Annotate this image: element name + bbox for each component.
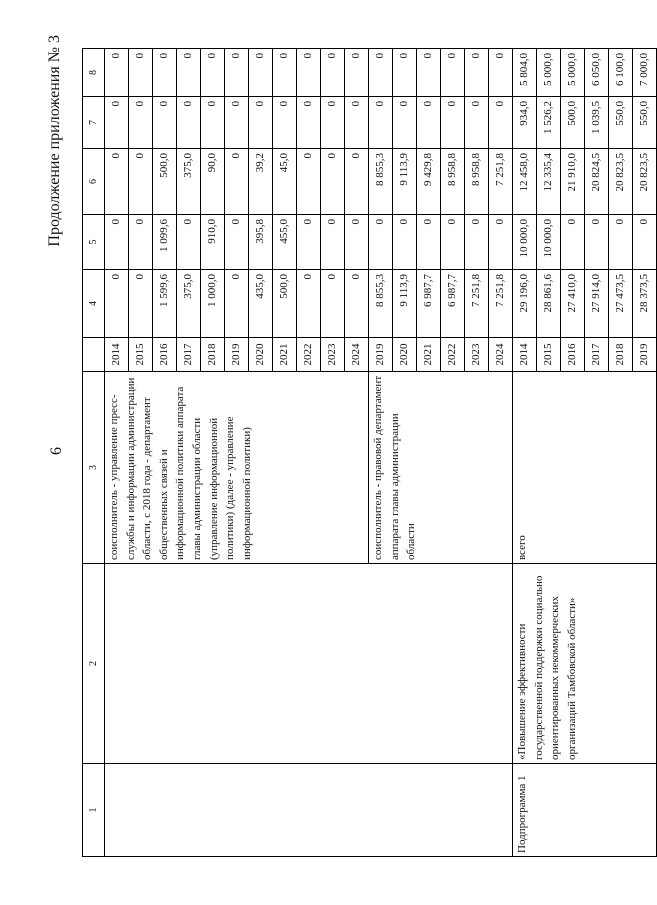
year-cell: 2017 (177, 338, 201, 372)
value-cell: 0 (441, 215, 465, 270)
year-cell: 2020 (249, 338, 273, 372)
value-cell: 0 (441, 49, 465, 97)
value-cell: 39,2 (249, 149, 273, 215)
table-body (83, 49, 657, 857)
value-cell: 1 000,0 (201, 270, 225, 338)
value-cell: 0 (153, 97, 177, 149)
value-cell: 9 113,9 (393, 270, 417, 338)
value-cell: 7 251,8 (489, 270, 513, 338)
value-cell: 375,0 (177, 270, 201, 338)
header-cell-6: 6 (83, 149, 105, 215)
total-label: всего (513, 372, 657, 564)
value-cell: 27 473,5 (609, 270, 633, 338)
value-cell: 27 914,0 (585, 270, 609, 338)
value-cell: 435,0 (249, 270, 273, 338)
header-cell-1: 1 (83, 764, 105, 857)
year-cell: 2015 (129, 338, 153, 372)
value-cell: 0 (225, 270, 249, 338)
year-cell: 2015 (537, 338, 561, 372)
value-cell: 0 (369, 49, 393, 97)
col2-cell-empty (105, 564, 513, 764)
value-cell: 5 804,0 (513, 49, 537, 97)
value-cell: 0 (105, 49, 129, 97)
header-cell-3: 3 (83, 372, 105, 564)
value-cell: 500,0 (153, 149, 177, 215)
value-cell: 0 (321, 97, 345, 149)
value-cell: 0 (489, 49, 513, 97)
value-cell: 8 855,3 (369, 270, 393, 338)
value-cell: 550,0 (633, 97, 657, 149)
year-cell: 2018 (201, 338, 225, 372)
header-cell-8: 8 (83, 49, 105, 97)
value-cell: 6 050,0 (585, 49, 609, 97)
value-cell: 0 (345, 215, 369, 270)
value-cell: 0 (561, 215, 585, 270)
value-cell: 0 (489, 215, 513, 270)
value-cell: 500,0 (273, 270, 297, 338)
table-row (513, 49, 537, 857)
value-cell: 0 (153, 49, 177, 97)
value-cell: 0 (321, 149, 345, 215)
value-cell: 0 (393, 49, 417, 97)
value-cell: 0 (417, 97, 441, 149)
value-cell: 7 000,0 (633, 49, 657, 97)
year-cell: 2019 (633, 338, 657, 372)
year-cell: 2021 (417, 338, 441, 372)
header-cell-year (83, 338, 105, 372)
value-cell: 28 373,5 (633, 270, 657, 338)
value-cell: 0 (345, 97, 369, 149)
value-cell: 455,0 (273, 215, 297, 270)
value-cell: 12 335,4 (537, 149, 561, 215)
value-cell: 1 599,6 (153, 270, 177, 338)
header-cell-7: 7 (83, 97, 105, 149)
value-cell: 0 (177, 97, 201, 149)
value-cell: 0 (201, 49, 225, 97)
value-cell: 10 000,0 (537, 215, 561, 270)
year-cell: 2024 (345, 338, 369, 372)
value-cell: 29 196,0 (513, 270, 537, 338)
value-cell: 0 (465, 215, 489, 270)
value-cell: 0 (465, 97, 489, 149)
co-executor-info-policy: соисполнитель - управление пресс-службы и информации администрации области, с 2018 года - департамент общественных связей и информационной политики аппарата главы администрации области (управление информационной политики) (далее - управление информационной политики) (105, 372, 369, 564)
year-cell: 2014 (105, 338, 129, 372)
value-cell: 0 (225, 97, 249, 149)
value-cell: 0 (105, 149, 129, 215)
value-cell: 27 410,0 (561, 270, 585, 338)
value-cell: 0 (345, 49, 369, 97)
value-cell: 934,0 (513, 97, 537, 149)
value-cell: 0 (177, 215, 201, 270)
year-cell: 2019 (369, 338, 393, 372)
subprogram-label: Подпрограмма 1 (513, 764, 657, 857)
value-cell: 1 526,2 (537, 97, 561, 149)
value-cell: 910,0 (201, 215, 225, 270)
value-cell: 0 (249, 97, 273, 149)
value-cell: 0 (489, 97, 513, 149)
co-executor-legal-dept: соисполнитель - правовой департамент аппарата главы администрации области (369, 372, 513, 564)
value-cell: 0 (177, 49, 201, 97)
budget-table (82, 48, 657, 857)
value-cell: 0 (465, 49, 489, 97)
value-cell: 0 (417, 215, 441, 270)
value-cell: 6 987,7 (441, 270, 465, 338)
year-cell: 2014 (513, 338, 537, 372)
value-cell: 0 (297, 149, 321, 215)
value-cell: 0 (129, 270, 153, 338)
value-cell: 0 (321, 215, 345, 270)
value-cell: 395,8 (249, 215, 273, 270)
value-cell: 7 251,8 (489, 149, 513, 215)
subprogram-title: «Повышение эффективности государственной поддержки социально ориентированных некоммерческих организаций Тамбовской области» (513, 564, 657, 764)
value-cell: 0 (417, 49, 441, 97)
value-cell: 12 458,0 (513, 149, 537, 215)
value-cell: 20 823,5 (609, 149, 633, 215)
value-cell: 375,0 (177, 149, 201, 215)
value-cell: 0 (105, 97, 129, 149)
value-cell: 0 (393, 215, 417, 270)
value-cell: 0 (225, 215, 249, 270)
value-cell: 0 (201, 97, 225, 149)
value-cell: 0 (249, 49, 273, 97)
value-cell: 1 039,5 (585, 97, 609, 149)
value-cell: 0 (345, 270, 369, 338)
table-row (105, 49, 129, 857)
value-cell: 0 (273, 49, 297, 97)
value-cell: 0 (105, 270, 129, 338)
value-cell: 0 (297, 97, 321, 149)
value-cell: 20 823,5 (633, 149, 657, 215)
value-cell: 0 (369, 215, 393, 270)
year-cell: 2017 (585, 338, 609, 372)
header-cell-4: 4 (83, 270, 105, 338)
value-cell: 0 (609, 215, 633, 270)
appendix-continuation-note: Продолжение приложения № 3 (46, 35, 63, 247)
value-cell: 0 (441, 97, 465, 149)
value-cell: 5 000,0 (537, 49, 561, 97)
year-cell: 2020 (393, 338, 417, 372)
header-cell-2: 2 (83, 564, 105, 764)
header-cell-5: 5 (83, 215, 105, 270)
value-cell: 20 824,5 (585, 149, 609, 215)
header-row (83, 49, 105, 857)
year-cell: 2016 (153, 338, 177, 372)
value-cell: 6 100,0 (609, 49, 633, 97)
value-cell: 7 251,8 (465, 270, 489, 338)
value-cell: 0 (297, 49, 321, 97)
year-cell: 2022 (441, 338, 465, 372)
value-cell: 8 958,8 (465, 149, 489, 215)
year-cell: 2022 (297, 338, 321, 372)
year-cell: 2018 (609, 338, 633, 372)
year-cell: 2016 (561, 338, 585, 372)
value-cell: 21 910,0 (561, 149, 585, 215)
value-cell: 5 000,0 (561, 49, 585, 97)
value-cell: 550,0 (609, 97, 633, 149)
value-cell: 0 (345, 149, 369, 215)
value-cell: 0 (225, 49, 249, 97)
value-cell: 0 (129, 149, 153, 215)
value-cell: 0 (273, 97, 297, 149)
value-cell: 0 (105, 215, 129, 270)
value-cell: 90,0 (201, 149, 225, 215)
value-cell: 0 (225, 149, 249, 215)
value-cell: 45,0 (273, 149, 297, 215)
page-number: 6 (48, 447, 65, 455)
value-cell: 0 (321, 49, 345, 97)
value-cell: 0 (393, 97, 417, 149)
value-cell: 0 (369, 97, 393, 149)
value-cell: 28 861,6 (537, 270, 561, 338)
value-cell: 0 (585, 215, 609, 270)
value-cell: 9 429,8 (417, 149, 441, 215)
value-cell: 8 958,8 (441, 149, 465, 215)
value-cell: 10 000,0 (513, 215, 537, 270)
value-cell: 0 (129, 97, 153, 149)
value-cell: 8 855,3 (369, 149, 393, 215)
value-cell: 9 113,9 (393, 149, 417, 215)
value-cell: 0 (321, 270, 345, 338)
value-cell: 1 099,6 (153, 215, 177, 270)
year-cell: 2021 (273, 338, 297, 372)
value-cell: 0 (129, 215, 153, 270)
year-cell: 2019 (225, 338, 249, 372)
year-cell: 2023 (465, 338, 489, 372)
col1-cell-empty (105, 764, 513, 857)
value-cell: 500,0 (561, 97, 585, 149)
value-cell: 0 (297, 215, 321, 270)
year-cell: 2024 (489, 338, 513, 372)
value-cell: 6 987,7 (417, 270, 441, 338)
value-cell: 0 (633, 215, 657, 270)
value-cell: 0 (297, 270, 321, 338)
value-cell: 0 (129, 49, 153, 97)
year-cell: 2023 (321, 338, 345, 372)
